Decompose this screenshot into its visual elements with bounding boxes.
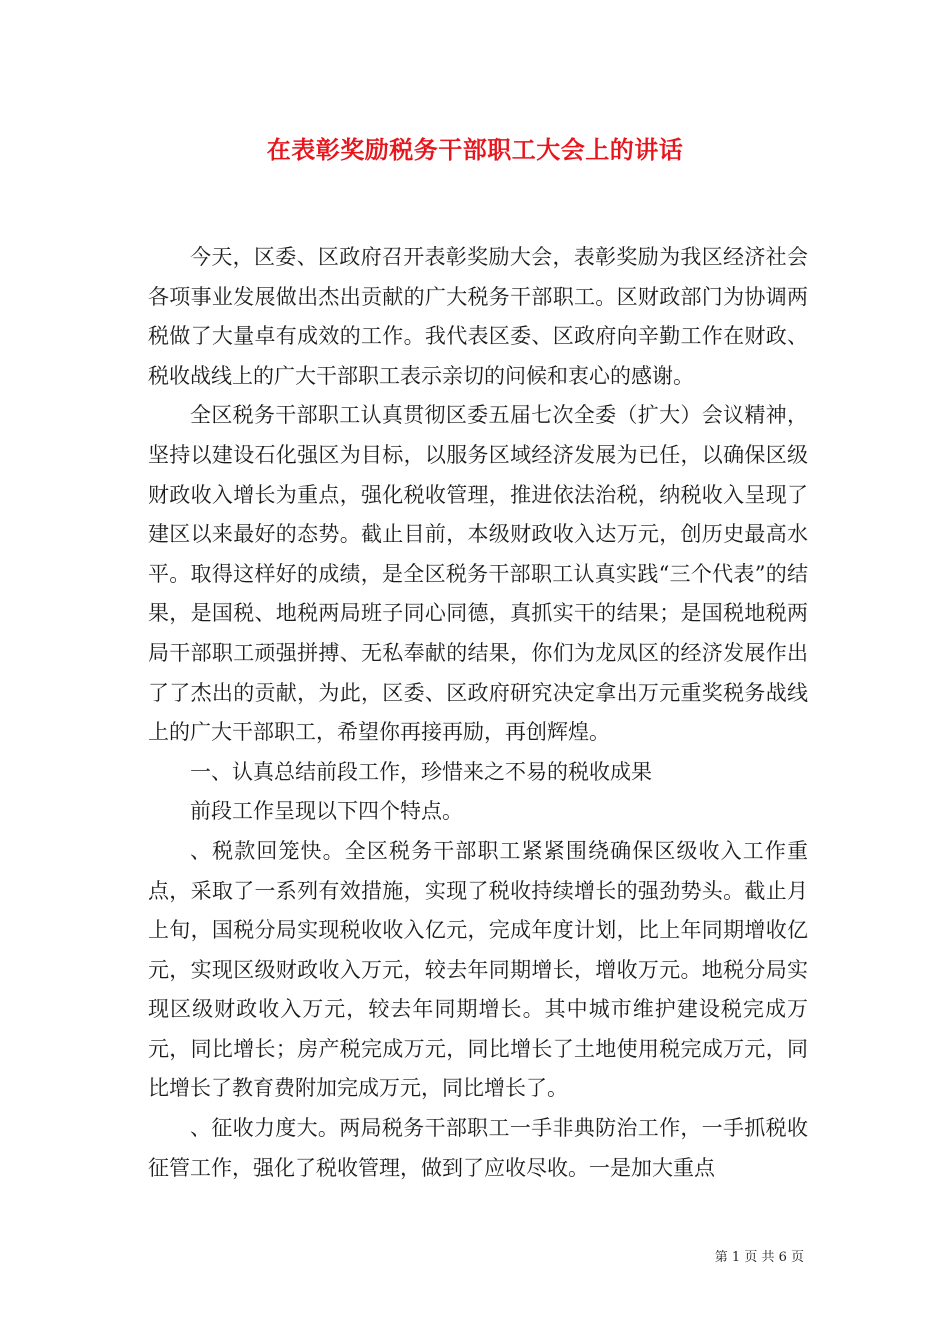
paragraph-tax-collection: 、税款回笼快。全区税务干部职工紧紧围绕确保区级收入工作重点，采取了一系列有效措施，实现了税收持续增长的强劲势头。截止月上旬，国税分局实现税收收入亿元，完成年度计划，比上年同期增收亿元，实现区级财政收入万元，较去年同期增长，增收万元。地税分局实现区级财政收入万元，较去年同期增长。其中城市维护建设税完成万元，同比增长；房产税完成万元，同比增长了土地使用税完成万元，同比增长了教育费附加完成万元，同比增长了。 bbox=[148, 838, 808, 1101]
paragraph-features-intro: 前段工作呈现以下四个特点。 bbox=[190, 799, 463, 824]
paragraph-intro: 今天，区委、区政府召开表彰奖励大会，表彰奖励为我区经济社会各项事业发展做出杰出贡献的广大税务干部职工。区财政部门为协调两税做了大量卓有成效的工作。我代表区委、区政府向辛勤工作在财政、税收战线上的广大干部职工表示亲切的问候和衷心的感谢。 bbox=[148, 245, 808, 388]
paragraph-achievements: 全区税务干部职工认真贯彻区委五届七次全委（扩大）会议精神，坚持以建设石化强区为目标，以服务区域经济发展为已任，以确保区级财政收入增长为重点，强化税收管理，推进依法治税，纳税收入呈现了建区以来最好的态势。截止目前，本级财政收入达万元，创历史最高水平。取得这样好的成绩，是全区税务干部职工认真实践“三个代表”的结果，是国税、地税两局班子同心同德，真抓实干的结果；是国税地税两局干部职工顽强拼搏、无私奉献的结果，你们为龙凤区的经济发展作出了了杰出的贡献，为此，区委、区政府研究决定拿出万元重奖税务战线上的广大干部职工，希望你再接再励，再创辉煌。 bbox=[148, 403, 808, 745]
document-body bbox=[148, 238, 808, 1188]
section-heading-1: 一、认真总结前段工作，珍惜来之不易的税收成果 bbox=[190, 759, 652, 784]
paragraph-enforcement: 、征收力度大。两局税务干部职工一手非典防治工作，一手抓税收征管工作，强化了税收管理，做到了应收尽收。一是加大重点 bbox=[148, 1116, 808, 1180]
document-title: 在表彰奖励税务干部职工大会上的讲话 bbox=[266, 135, 684, 164]
page-number: 第 1 页 共 6 页 bbox=[714, 1250, 804, 1265]
